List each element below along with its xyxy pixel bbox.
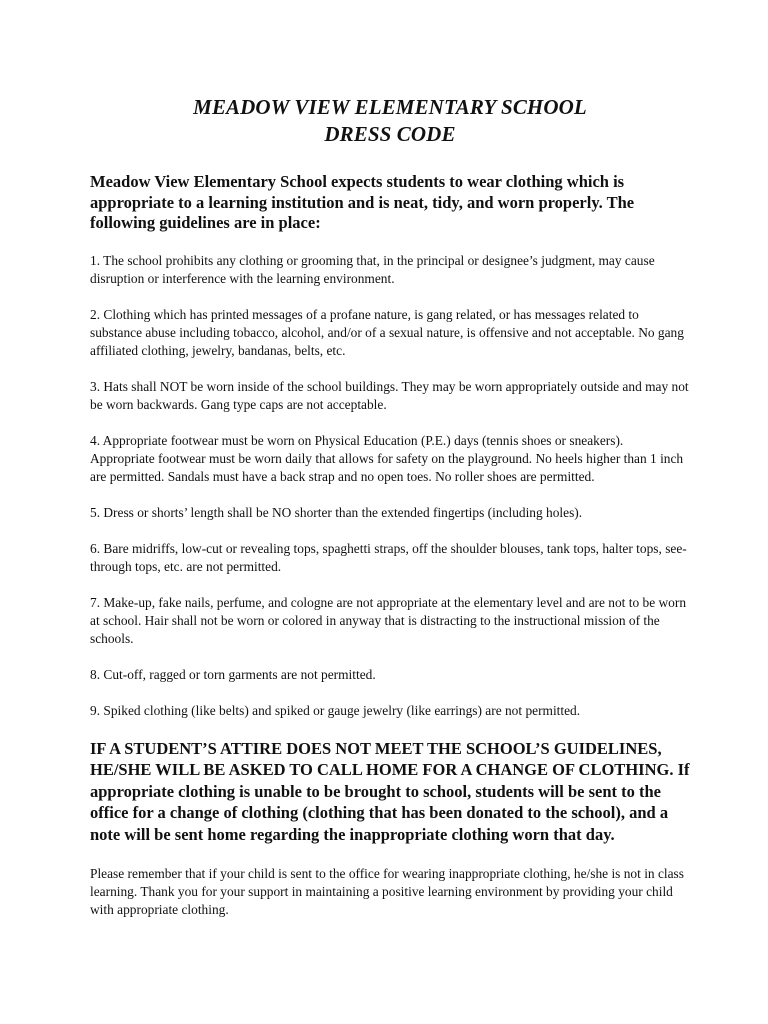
rule-item-5: 5. Dress or shorts’ length shall be NO shorter than the extended fingertips (including holes). [90, 504, 583, 520]
rule-item-4: 4. Appropriate footwear must be worn on Physical Education (P.E.) days (tennis shoes or sneakers). Appropriate footwear must be worn daily that allows for safety on the playground. No heels higher than 1 inch are permitted. Sandals must have a back strap and no open toes. No roller shoes are permitted. [90, 432, 684, 484]
title-school-name: MEADOW VIEW ELEMENTARY SCHOOL [193, 95, 587, 119]
title-dress-code: DRESS CODE [324, 122, 456, 146]
rule-item-9: 9. Spiked clothing (like belts) and spiked or gauge jewelry (like earrings) are not permitted. [90, 702, 581, 718]
document-title [90, 94, 690, 148]
closing-paragraph: Please remember that if your child is sent to the office for wearing inappropriate clothing, he/she is not in class learning. Thank you for your support in maintaining a positive learning environment by providing your child with appropriate clothing. [90, 866, 684, 917]
intro-paragraph: Meadow View Elementary School expects students to wear clothing which is appropriate to a learning institution and is neat, tidy, and worn properly. The following guidelines are in place: [90, 172, 635, 232]
rule-item-6: 6. Bare midriffs, low-cut or revealing tops, spaghetti straps, off the shoulder blouses, tank tops, halter tops, see-through tops, etc. are not permitted. [90, 540, 687, 574]
rules-list [90, 252, 690, 720]
rule-item-1: 1. The school prohibits any clothing or grooming that, in the principal or designee’s judgment, may cause disruption or interference with the learning environment. [90, 252, 655, 286]
warning-paragraph: IF A STUDENT’S ATTIRE DOES NOT MEET THE SCHOOL’S GUIDELINES, HE/SHE WILL BE ASKED TO CALL HOME FOR A CHANGE OF CLOTHING. If appropriate clothing is unable to be brought to school, students will be sent to the office for a change of clothing (clothing that has been donated to the school), and a note will be sent home regarding the inappropriate clothing worn that day. [90, 738, 690, 844]
rule-item-3: 3. Hats shall NOT be worn inside of the school buildings. They may be worn appropriately outside and may not be worn backwards. Gang type caps are not acceptable. [90, 378, 689, 412]
rule-item-7: 7. Make-up, fake nails, perfume, and cologne are not appropriate at the elementary level and are not to be worn at school. Hair shall not be worn or colored in anyway that is distracting to the instructional mission of the schools. [90, 594, 687, 646]
rule-item-2: 2. Clothing which has printed messages of a profane nature, is gang related, or has messages related to substance abuse including tobacco, alcohol, and/or of a sexual nature, is offensive and not acceptable. No gang affiliated clothing, jewelry, bandanas, belts, etc. [90, 306, 684, 358]
rule-item-8: 8. Cut-off, ragged or torn garments are not permitted. [90, 666, 376, 682]
